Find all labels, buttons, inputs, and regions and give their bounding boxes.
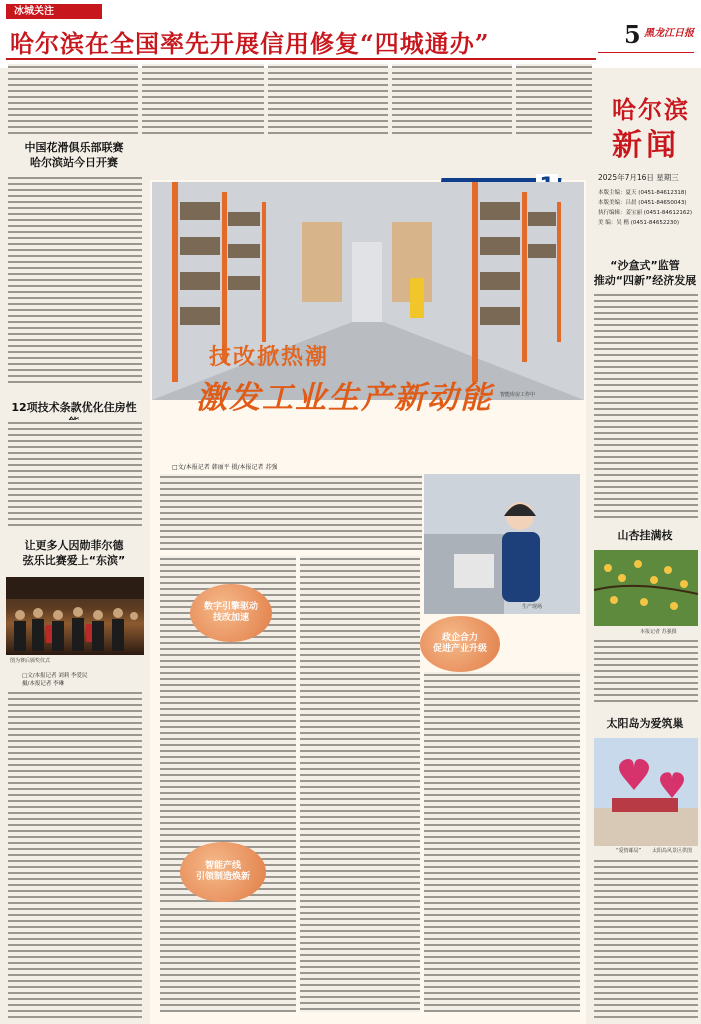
feature-col-1b <box>160 906 296 1012</box>
left-story2-title: 12项技术条款优化住房性 <box>11 401 137 414</box>
masthead-news: 新闻 <box>612 128 680 163</box>
feature-col-3 <box>424 672 580 1012</box>
left-story3-body <box>8 690 142 1020</box>
masthead-city: 哈尔滨 <box>612 95 690 124</box>
left-story2-body <box>8 420 142 528</box>
left-story1-title: 中国花滑俱乐部联赛 哈尔滨站今日开赛 <box>24 141 124 169</box>
right-story1-title: “沙盒式”监管 推动“四新”经济发展 <box>593 259 697 287</box>
lead-col-4 <box>392 64 512 136</box>
love-post-photo <box>594 738 698 846</box>
masthead-rule <box>598 52 694 53</box>
staff-line: 本版主编：夏天 (0451-84612318) <box>598 190 687 196</box>
worker-photo <box>424 474 580 614</box>
issue-date: 2025年7月16日 星期三 <box>598 173 679 182</box>
staff-line: 美 编：吴 楷 (0451-84652230) <box>598 220 680 226</box>
headline-rule <box>6 58 596 60</box>
right-story2-body <box>594 638 698 704</box>
left-story3-title: 让更多人因勋菲尔德 弦乐比赛爱上“东滨” <box>22 539 126 567</box>
main-headline: 哈尔滨在全国率先开展信用修复“四城通办” <box>10 29 490 58</box>
left-story1-body <box>8 175 142 385</box>
love-post-credit: 太阳岛风景区供图 <box>652 848 693 854</box>
left-byline: □文/本报记者 刘莉 李爱民 摄/本报记者 李琳 <box>22 673 88 687</box>
apricot-credit: 本报记者 苏强摄 <box>640 629 677 635</box>
page-number: 5 <box>624 20 641 49</box>
feature-headline-2: 激发工业生产新动能 <box>196 380 493 416</box>
feature-subhead-1: 数字引擎驱动 技改加速 <box>190 584 272 642</box>
apricot-photo <box>594 550 698 626</box>
lead-col-2 <box>142 64 264 136</box>
worker-caption: 生产现场 <box>522 604 543 610</box>
staff-line: 执行编辑：姜宝丽 (0451-84612162) <box>598 210 693 216</box>
feature-intro <box>160 474 422 550</box>
paper-name: 黑龙江日报 <box>644 28 694 39</box>
love-post-caption: “爱情邮局” <box>616 848 642 854</box>
lead-col-5 <box>516 64 592 136</box>
lead-col-3 <box>268 64 388 136</box>
feature-subhead-2: 政企合力 促进产业升级 <box>420 616 500 672</box>
right-story2-title: 山杏挂满枝 <box>617 529 673 542</box>
right-story1-body <box>594 292 698 518</box>
staff-line: 本版美编：吕晨 (0451-84650043) <box>598 200 687 206</box>
feature-col-2 <box>300 556 420 1012</box>
warehouse-caption: 智能库房工作中 <box>500 392 536 398</box>
left-photo-caption: 图为赛后颁奖仪式 <box>10 658 51 664</box>
feature-headline-1: 技改掀热潮 <box>209 345 330 370</box>
right-story3-title: 太阳岛为爱筑巢 <box>606 717 684 730</box>
right-story3-body <box>594 858 698 1020</box>
lead-col-1 <box>8 64 138 136</box>
feature-subhead-3: 智能产线 引领制造焕新 <box>180 842 266 902</box>
concert-photo <box>6 577 144 655</box>
feature-byline: □文/本报记者 韩丽平 摄/本报记者 苏强 <box>172 464 278 471</box>
section-tag: 冰城关注 <box>6 4 102 19</box>
